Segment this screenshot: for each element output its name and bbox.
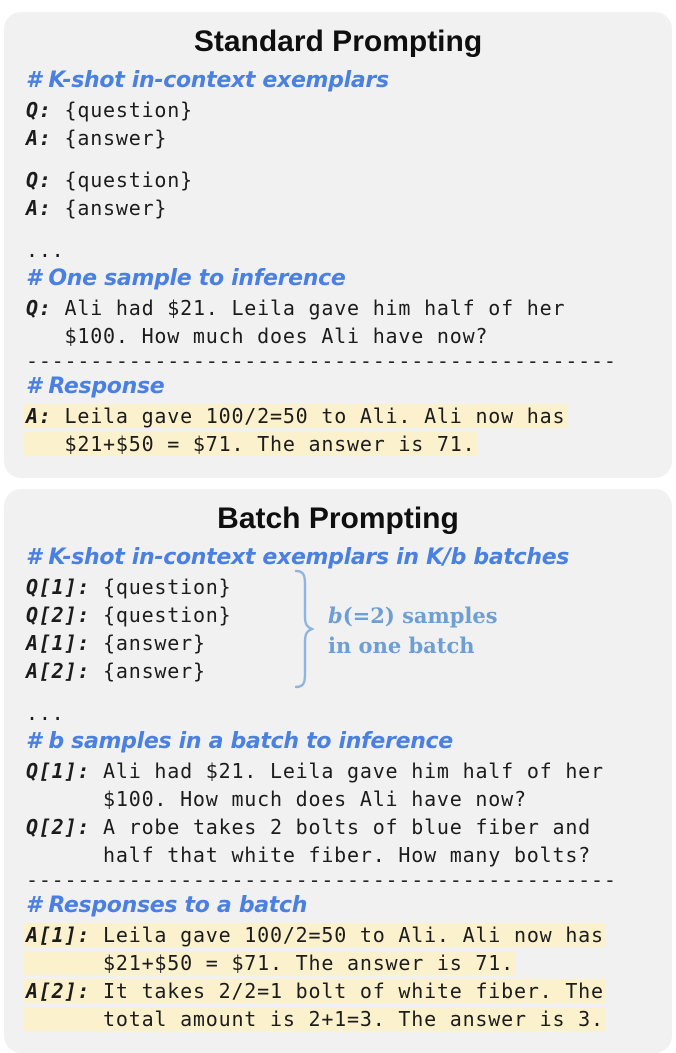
divider-dashed: ---------------------------------------------- (26, 350, 617, 372)
code-line (26, 166, 650, 194)
code-line (26, 657, 650, 685)
panel-body (26, 66, 650, 458)
code-text: Leila gave 100/2=50 to Ali. Ali now has (51, 404, 566, 428)
code-text: Leila gave 100/2=50 to Ali. Ali now has (90, 923, 604, 947)
code-line (26, 294, 650, 322)
qa-label: Q: (26, 296, 52, 320)
code-text: {question} (51, 98, 193, 122)
code-text: ... (26, 238, 65, 262)
comment-line: # Responses to a batch (26, 893, 308, 918)
spacer (26, 222, 650, 236)
code-text: {question} (90, 575, 232, 599)
spacer (26, 685, 650, 699)
highlighted-response-text (26, 1007, 604, 1031)
code-line (26, 921, 650, 949)
highlighted-response-text (26, 979, 604, 1003)
annotation-emph: b (328, 603, 343, 628)
annotation-line-1 (328, 601, 498, 631)
code-text (26, 126, 167, 150)
exemplar-batch-group (26, 573, 650, 685)
code-text (26, 98, 193, 122)
code-text: Ali had $21. Leila gave him half of her (51, 296, 566, 320)
code-line (26, 699, 650, 727)
comment-line: # One sample to inference (26, 266, 346, 291)
code-text: $100. How much does Ali have now? (26, 787, 527, 811)
qa-label: A: (26, 404, 52, 428)
panel-title: Standard Prompting (193, 25, 483, 58)
divider-dashed: ---------------------------------------------- (26, 869, 617, 891)
code-text: Ali had $21. Leila gave him half of her (90, 759, 604, 783)
qa-label: A[1]: (26, 923, 91, 947)
code-text (26, 843, 591, 867)
batch-prompting-panel (4, 489, 672, 1053)
code-text: $100. How much does Ali have now? (26, 324, 489, 348)
code-line (26, 322, 650, 350)
qa-label: A[1]: (26, 631, 91, 655)
annotation-rest: (=2) samples (342, 603, 498, 628)
batch-size-annotation (328, 601, 498, 661)
code-line (26, 813, 650, 841)
code-line (26, 757, 650, 785)
code-text: {question} (51, 168, 193, 192)
code-text: {answer} (51, 196, 168, 220)
code-line (26, 573, 650, 601)
code-line (26, 194, 650, 222)
code-text: ... (26, 701, 65, 725)
qa-label: Q[1]: (26, 759, 91, 783)
code-line (26, 949, 650, 977)
code-text (26, 238, 65, 262)
highlighted-response-text (26, 432, 475, 456)
highlighted-response-text (26, 923, 604, 947)
code-text: {question} (90, 603, 232, 627)
code-text (26, 575, 231, 599)
comment-line: # K-shot in-context exemplars (26, 68, 389, 93)
qa-label: Q: (26, 168, 52, 192)
code-text (26, 701, 65, 725)
code-text: {answer} (51, 126, 168, 150)
code-text: It takes 2/2=1 bolt of white fiber. The (90, 979, 604, 1003)
code-line (26, 96, 650, 124)
comment-line: # b samples in a batch to inference (26, 729, 453, 754)
highlighted-response-text (26, 404, 565, 428)
qa-label: A: (26, 196, 52, 220)
code-text (26, 659, 206, 683)
code-text (26, 196, 167, 220)
code-line (26, 236, 650, 264)
code-text (26, 603, 231, 627)
comment-line: # K-shot in-context exemplars in K/b batches (26, 545, 570, 570)
code-text: $21+$50 = $71. The answer is 71. (26, 432, 476, 456)
code-line (26, 124, 650, 152)
code-line (26, 402, 650, 430)
code-text: total amount is 2+1=3. The answer is 3. (26, 1007, 604, 1031)
code-text: $21+$50 = $71. The answer is 71. (26, 951, 514, 975)
code-line (26, 1005, 650, 1033)
brace-icon (292, 568, 314, 690)
qa-label: A: (26, 126, 52, 150)
qa-label: Q[2]: (26, 815, 91, 839)
code-text: {answer} (90, 659, 206, 683)
code-line (26, 841, 650, 869)
code-text (26, 631, 206, 655)
code-text (26, 168, 193, 192)
code-line (26, 785, 650, 813)
code-line (26, 430, 650, 458)
code-text: {answer} (90, 631, 206, 655)
code-text (26, 324, 488, 348)
highlighted-response-text (26, 951, 514, 975)
code-text: half that white fiber. How many bolts? (26, 843, 592, 867)
qa-label: A[2]: (26, 659, 91, 683)
qa-label: Q[2]: (26, 603, 91, 627)
code-line (26, 977, 650, 1005)
annotation-line-2: in one batch (328, 633, 475, 658)
panel-title: Batch Prompting (217, 502, 459, 535)
code-text: A robe takes 2 bolts of blue fiber and (90, 815, 592, 839)
panel-body (26, 543, 650, 1033)
comment-line: # Response (26, 374, 165, 399)
code-text (26, 787, 527, 811)
code-text (26, 759, 604, 783)
spacer (26, 152, 650, 166)
qa-label: A[2]: (26, 979, 91, 1003)
qa-label: Q[1]: (26, 575, 91, 599)
code-text (26, 296, 565, 320)
standard-prompting-panel (4, 12, 672, 478)
qa-label: Q: (26, 98, 52, 122)
code-text (26, 815, 591, 839)
